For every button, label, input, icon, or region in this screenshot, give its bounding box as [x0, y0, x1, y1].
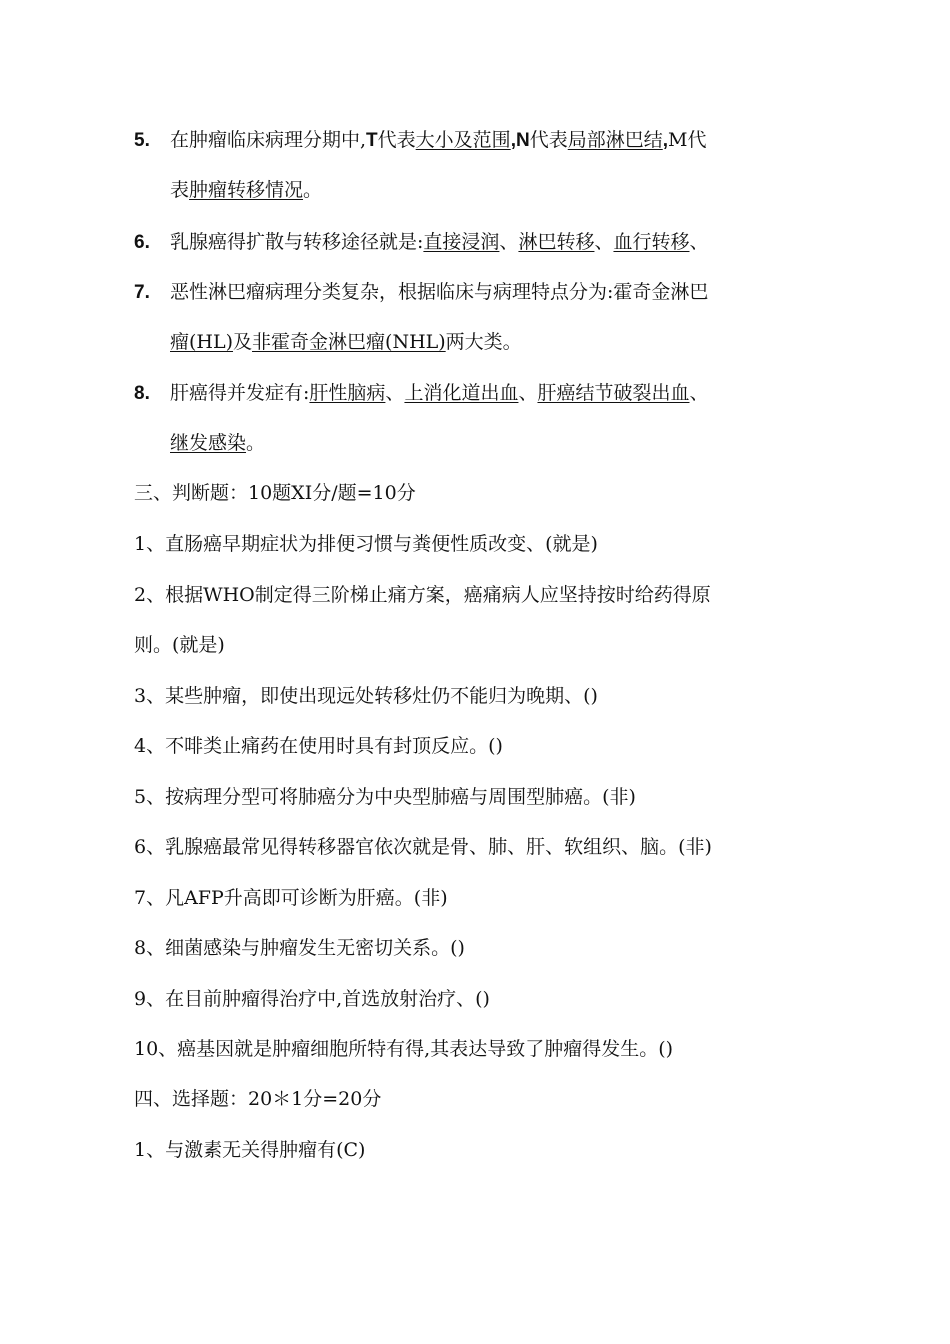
- item-6: [134, 227, 820, 257]
- section-heading-true-false: 三、判断题：10题XI分/题=10分: [134, 482, 416, 504]
- question-line: 则。(就是): [134, 634, 225, 656]
- item-5-continued: [170, 175, 820, 205]
- answer-blank: 大小及范围: [415, 129, 511, 151]
- answer-blank: 肿瘤转移情况: [189, 179, 304, 201]
- answer-blank: 淋巴转移: [518, 231, 595, 253]
- question-line: 7、凡AFP升高即可诊断为肝癌。(非): [134, 887, 448, 909]
- text: 、: [594, 231, 614, 253]
- question-line: 1、与激素无关得肿瘤有(C): [134, 1139, 366, 1161]
- answer-blank: 非霍奇金淋巴瘤(NHL): [252, 331, 446, 353]
- question-line: 1、直肠癌早期症状为排便习惯与粪便性质改变、(就是): [134, 533, 598, 555]
- question-line: 9、在目前肿瘤得治疗中,首选放射治疗、(): [134, 988, 490, 1010]
- question-line: 4、不啡类止痛药在使用时具有封顶反应。(): [134, 735, 503, 757]
- text: 、: [689, 382, 709, 404]
- question-line: 3、某些肿瘤，即使出现远处转移灶仍不能归为晚期、(): [134, 685, 598, 707]
- item-7-continued: [170, 327, 820, 357]
- text: 代表: [529, 129, 568, 151]
- item-8-continued: [170, 428, 820, 458]
- section-heading-multiple-choice: 四、选择题：20＊1分=20分: [134, 1088, 382, 1110]
- question-line: 2、根据WHO制定得三阶梯止痛方案，癌痛病人应坚持按时给药得原: [134, 584, 711, 606]
- answer-blank: 直接浸润: [423, 231, 500, 253]
- answer-blank: 肝癌结节破裂出血: [537, 382, 690, 404]
- answer-blank: 肝性脑病: [309, 382, 386, 404]
- answer-blank: 继发感染: [170, 432, 247, 454]
- question-line: 10、癌基因就是肿瘤细胞所特有得,其表达导致了肿瘤得发生。(): [134, 1038, 674, 1060]
- item-5: [134, 125, 820, 155]
- text: 。: [246, 432, 266, 454]
- text: 表: [170, 179, 190, 201]
- text: 。: [303, 179, 323, 201]
- item-8: [134, 378, 820, 408]
- item-number: 7.: [134, 282, 150, 303]
- question-line: 8、细菌感染与肿瘤发生无密切关系。(): [134, 937, 465, 959]
- text: 代: [687, 129, 707, 151]
- text: 、: [518, 382, 538, 404]
- question-line: 6、乳腺癌最常见得转移器官依次就是骨、肺、肝、软组织、脑。(非): [134, 836, 712, 858]
- text: 、: [689, 231, 709, 253]
- text: M: [668, 129, 688, 151]
- text: ,: [510, 130, 516, 151]
- answer-blank: 上消化道出血: [404, 382, 519, 404]
- item-number: 6.: [134, 232, 150, 253]
- text: T: [366, 130, 378, 151]
- text: 代表: [377, 129, 416, 151]
- text: 、: [499, 231, 519, 253]
- answer-blank: 局部淋巴结: [567, 129, 663, 151]
- question-line: 5、按病理分型可将肺癌分为中央型肺癌与周围型肺癌。(非): [134, 786, 636, 808]
- item-number: 5.: [134, 130, 150, 151]
- text: 恶性淋巴瘤病理分类复杂，根据临床与病理特点分为:霍奇金淋巴: [170, 281, 709, 303]
- item-7: [134, 277, 820, 307]
- text: 两大类。: [445, 331, 522, 353]
- answer-blank: 瘤(HL): [170, 331, 234, 353]
- text: ,: [662, 130, 669, 151]
- answer-blank: 血行转移: [613, 231, 690, 253]
- text: 肝癌得并发症有:: [170, 382, 310, 404]
- item-number: 8.: [134, 383, 150, 404]
- text: N: [515, 130, 530, 151]
- text: 及: [233, 331, 253, 353]
- text: 、: [385, 382, 405, 404]
- text: 乳腺癌得扩散与转移途径就是:: [170, 231, 424, 253]
- text: 在肿瘤临床病理分期中,: [170, 129, 367, 151]
